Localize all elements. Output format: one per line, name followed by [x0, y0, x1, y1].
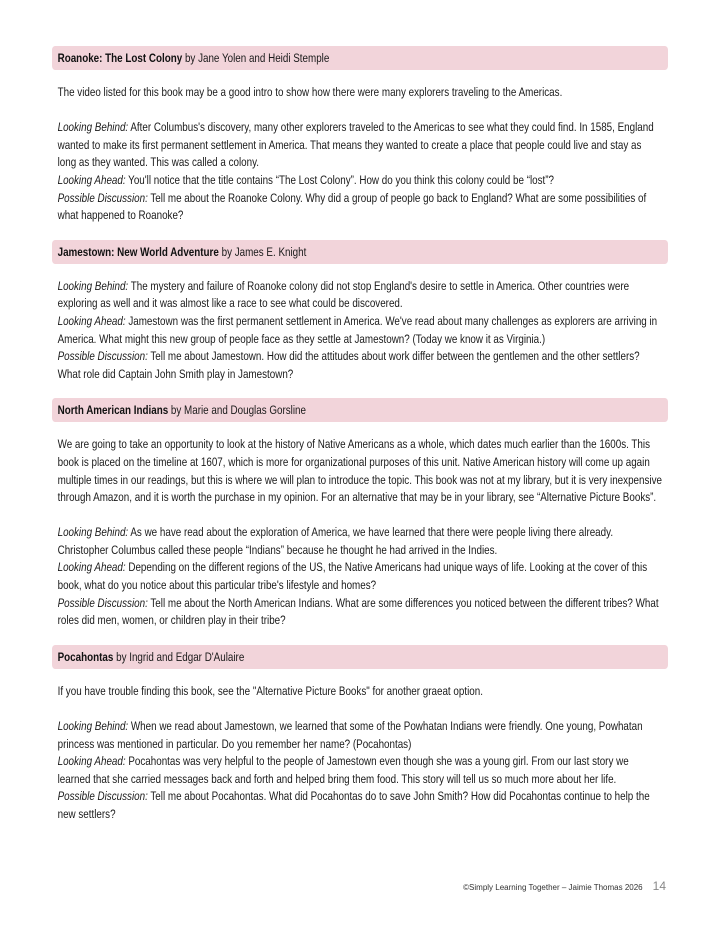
possible-discussion: Possible Discussion: Tell me about the Roanoke Colony. Why did a group of people go back to England? What are some possibilities of what happened to Roanoke? — [57, 190, 647, 223]
looking-ahead: Looking Ahead: You'll notice that the title contains “The Lost Colony”. How do you think this colony could be “lost”? — [57, 172, 555, 187]
book-title: Jamestown: New World Adventure — [57, 244, 219, 259]
book-author: by Marie and Douglas Gorsline — [168, 403, 306, 418]
section-roanoke — [52, 46, 668, 225]
looking-behind: Looking Behind: After Columbus's discovery, many other explorers traveled to the Americas to see what they could find. In 1585, England wanted to make its first permanent settlement in America. That means they wanted to create a place that people could live and stay as long as they wanted. This was called a colony. — [57, 120, 654, 170]
section-north-american-indians — [52, 398, 668, 630]
intro-paragraph: The video listed for this book may be a good intro to show how there were many explorers traveling to the Americas. — [57, 85, 563, 99]
section-header — [52, 46, 668, 70]
looking-behind: Looking Behind: When we read about Jamestown, we learned that some of the Powhatan Indians were friendly. One young, Powhatan princess was mentioned in particular. Do you remember her name? (Pocahontas) — [57, 719, 643, 751]
book-author: by James E. Knight — [218, 244, 307, 259]
page-footer — [463, 879, 666, 893]
looking-ahead: Looking Ahead: Pocahontas was very helpful to the people of Jamestown even though she was a young girl. From our last story we learned that she carried messages back and forth and helped bring them food. This story will tell us so much more about her life. — [57, 754, 629, 786]
looking-ahead: Looking Ahead: Depending on the different regions of the US, the Native Americans had unique ways of life. Looking at the cover of this book, what do you notice about this particular tribe's lifestyle and homes? — [57, 560, 648, 593]
copyright-text: ©Simply Learning Together – Jaimie Thomas 2026 — [463, 883, 643, 892]
book-title: Roanoke: The Lost Colony — [57, 51, 183, 65]
section-header — [52, 398, 668, 422]
intro-paragraph: We are going to take an opportunity to look at the history of Native Americans as a whole, which dates much earlier than the 1600s. This book is placed on the timeline at 1607, which is more for organizational purposes of this unit. Native American history will come up again multiple times in our readings, but this is where we will plan to introduce the topic. This book was not at my library, but it is very inexpensive through Amazon, and it is worth the purchase in my opinion. For an alternative that may be in your library, see “Alternative Picture Books”. — [57, 437, 662, 505]
page-number: 14 — [652, 879, 666, 893]
section-jamestown — [52, 240, 668, 384]
looking-behind: Looking Behind: The mystery and failure of Roanoke colony did not stop England's desire to settle in America. Other countries were exploring as well and it was almost like a race to see what could be discovered. — [57, 278, 630, 311]
looking-behind: Looking Behind: As we have read about the exploration of America, we have learned that there were people living there already. Christopher Columbus called these people “Indians” because he thought he had arrived in the Indies. — [57, 525, 614, 557]
section-pocahontas — [52, 645, 668, 824]
intro-paragraph: If you have trouble finding this book, see the "Alternative Picture Books" for another graeat option. — [57, 683, 483, 698]
section-header — [52, 240, 668, 264]
book-title: Pocahontas — [57, 649, 114, 664]
book-author: by Ingrid and Edgar D'Aulaire — [113, 649, 245, 664]
possible-discussion: Possible Discussion: Tell me about the North American Indians. What are some differences you noticed between the different tribes? What roles did men, women, or children play in their tribe? — [57, 595, 659, 628]
section-header — [52, 645, 668, 669]
book-author: by Jane Yolen and Heidi Stemple — [182, 51, 330, 65]
page-content — [52, 46, 668, 839]
looking-ahead: Looking Ahead: Jamestown was the first permanent settlement in America. We've read about many challenges as explorers are arriving in America. What might this new group of people face as they settle at Jamestown? (Today we know it as Virginia.) — [57, 313, 658, 346]
book-title: North American Indians — [57, 403, 169, 418]
possible-discussion: Possible Discussion: Tell me about Pocahontas. What did Pocahontas do to save John Smith? How did Pocahontas continue to help the new settlers? — [57, 789, 650, 821]
possible-discussion: Possible Discussion: Tell me about Jamestown. How did the attitudes about work differ between the gentlemen and the other settlers? What role did Captain John Smith play in Jamestown? — [57, 349, 640, 381]
